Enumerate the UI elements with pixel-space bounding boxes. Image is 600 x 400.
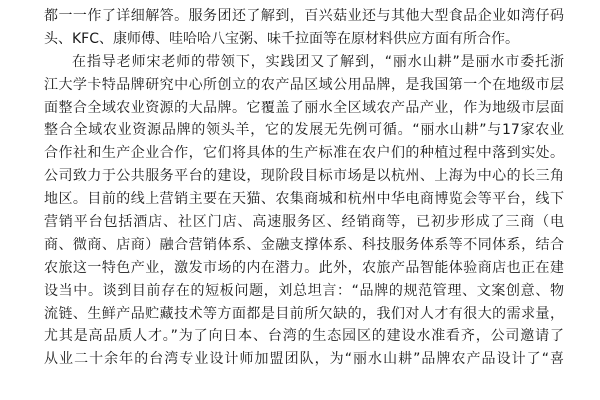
text-line: 都一一作了详细解答。服务团还了解到，百兴菇业还与其他大型食品企业如湾仔码	[44, 8, 564, 24]
text-line: 营销平台包括酒店、社区门店、高速服务区、经销商等，已初步形成了三商（电	[44, 214, 564, 231]
text-line: 商、微商、店商）融合营销体系、金融支撑体系、科技服务体系等不同体系，结合	[44, 236, 564, 253]
text-line: 面整合全域农业资源的大品牌。它覆盖了丽水全区域农产品产业，作为地级市层面	[44, 99, 564, 116]
text-line: 在指导老师宋老师的带领下，实践团又了解到，“丽水山耕”是丽水市委托浙	[72, 53, 564, 70]
text-line: 公司致力于公共服务平台的建设，现阶段目标市场是以杭州、上海为中心的长三角	[44, 168, 564, 185]
text-line: 地区。目前的线上营销主要在天猫、农集商城和杭州中华电商博览会等平台，线下	[44, 191, 564, 208]
text-line: 流链、生鲜产品贮藏技术等方面都是目前所欠缺的，我们对人才有很大的需求量，	[44, 305, 564, 322]
text-line: 整合全域农业资源品牌的领头羊，它的发展无先例可循。“丽水山耕”与17家农业	[44, 122, 564, 139]
text-line: 合作社和生产企业合作，它们将具体的生产标准在农户们的种植过程中落到实处。	[44, 145, 564, 162]
body-text	[44, 5, 564, 371]
text-line: 农旅这一特色产业，激发市场的内在潜力。此外，农旅产品智能体验商店也正在建	[44, 259, 564, 276]
text-line: 江大学卡特品牌研究中心所创立的农产品区域公用品牌，是我国第一个在地级市层	[44, 76, 564, 93]
text-line: 头、KFC、康师傅、哇哈哈八宝粥、味千拉面等在原材料供应方面有所合作。	[44, 30, 520, 47]
text-line: 设当中。谈到目前存在的短板问题，刘总坦言：“品牌的规范管理、文案创意、物	[44, 282, 564, 299]
text-line: 从业二十余年的台湾专业设计师加盟团队，为“丽水山耕”品牌农产品设计了“喜	[44, 351, 564, 368]
text-line: 尤其是高品质人才。”为了向日本、台湾的生态园区的建设水准看齐，公司邀请了	[44, 328, 564, 345]
